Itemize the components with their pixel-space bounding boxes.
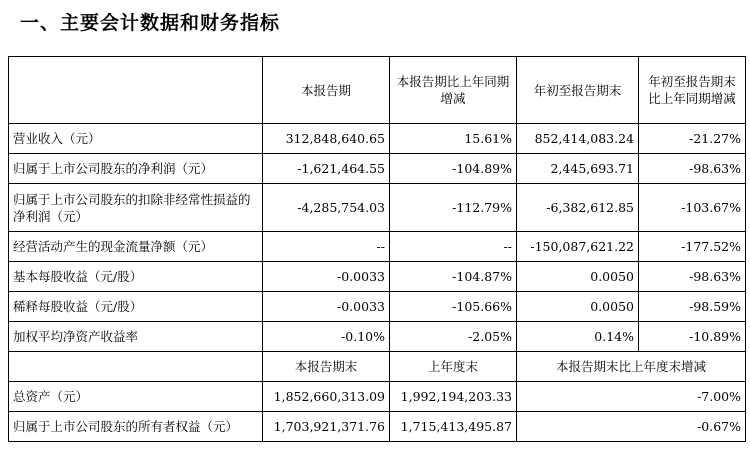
value-cell: 852,414,083.24	[517, 124, 639, 154]
value-cell: -1,621,464.55	[263, 154, 390, 184]
value-cell: -105.66%	[390, 292, 517, 322]
row-label: 归属于上市公司股东的所有者权益（元）	[9, 412, 263, 442]
header-cell-empty	[9, 352, 263, 382]
header-cell: 上年度末	[390, 352, 517, 382]
value-cell: 2,445,693.71	[517, 154, 639, 184]
header-cell: 年初至报告期末	[517, 57, 639, 124]
value-cell: 15.61%	[390, 124, 517, 154]
value-cell: -98.59%	[639, 292, 746, 322]
value-cell: --	[263, 232, 390, 262]
row-label: 基本每股收益（元/股）	[9, 262, 263, 292]
table-row	[9, 232, 746, 262]
value-cell: -0.0033	[263, 262, 390, 292]
financial-data-table	[8, 56, 746, 442]
value-cell: -4,285,754.03	[263, 184, 390, 232]
value-cell: -103.67%	[639, 184, 746, 232]
value-cell: -177.52%	[639, 232, 746, 262]
value-cell: --	[390, 232, 517, 262]
table-row	[9, 124, 746, 154]
row-label: 加权平均净资产收益率	[9, 322, 263, 352]
value-cell: -112.79%	[390, 184, 517, 232]
value-cell: 1,703,921,371.76	[263, 412, 390, 442]
row-label: 总资产（元）	[9, 382, 263, 412]
row-label: 归属于上市公司股东的扣除非经常性损益的净利润（元）	[9, 184, 263, 232]
value-cell: 0.0050	[517, 292, 639, 322]
row-label: 归属于上市公司股东的净利润（元）	[9, 154, 263, 184]
header-cell: 本报告期	[263, 57, 390, 124]
value-cell: 1,852,660,313.09	[263, 382, 390, 412]
header-cell: 年初至报告期末比上年同期增减	[639, 57, 746, 124]
table-subheader-row	[9, 352, 746, 382]
table-row	[9, 184, 746, 232]
header-cell: 本报告期末比上年度末增减	[517, 352, 746, 382]
row-label: 经营活动产生的现金流量净额（元）	[9, 232, 263, 262]
row-label: 营业收入（元）	[9, 124, 263, 154]
table-row	[9, 292, 746, 322]
value-cell: -6,382,612.85	[517, 184, 639, 232]
value-cell: -2.05%	[390, 322, 517, 352]
value-cell: 1,992,194,203.33	[390, 382, 517, 412]
header-cell: 本报告期末	[263, 352, 390, 382]
value-cell: -104.89%	[390, 154, 517, 184]
table-row	[9, 412, 746, 442]
value-cell: -104.87%	[390, 262, 517, 292]
value-cell: -10.89%	[639, 322, 746, 352]
section-heading: 一、主要会计数据和财务指标	[20, 12, 281, 34]
value-cell: -21.27%	[639, 124, 746, 154]
table-row	[9, 382, 746, 412]
value-cell: 1,715,413,495.87	[390, 412, 517, 442]
value-cell: 312,848,640.65	[263, 124, 390, 154]
header-cell-empty	[9, 57, 263, 124]
table-header-row	[9, 57, 746, 124]
value-cell: -7.00%	[517, 382, 746, 412]
value-cell: -150,087,621.22	[517, 232, 639, 262]
value-cell: -98.63%	[639, 154, 746, 184]
value-cell: -0.0033	[263, 292, 390, 322]
value-cell: -0.10%	[263, 322, 390, 352]
table-row	[9, 322, 746, 352]
table-row	[9, 262, 746, 292]
value-cell: -98.63%	[639, 262, 746, 292]
table-row	[9, 154, 746, 184]
value-cell: -0.67%	[517, 412, 746, 442]
value-cell: 0.0050	[517, 262, 639, 292]
row-label: 稀释每股收益（元/股）	[9, 292, 263, 322]
value-cell: 0.14%	[517, 322, 639, 352]
header-cell: 本报告期比上年同期增减	[390, 57, 517, 124]
